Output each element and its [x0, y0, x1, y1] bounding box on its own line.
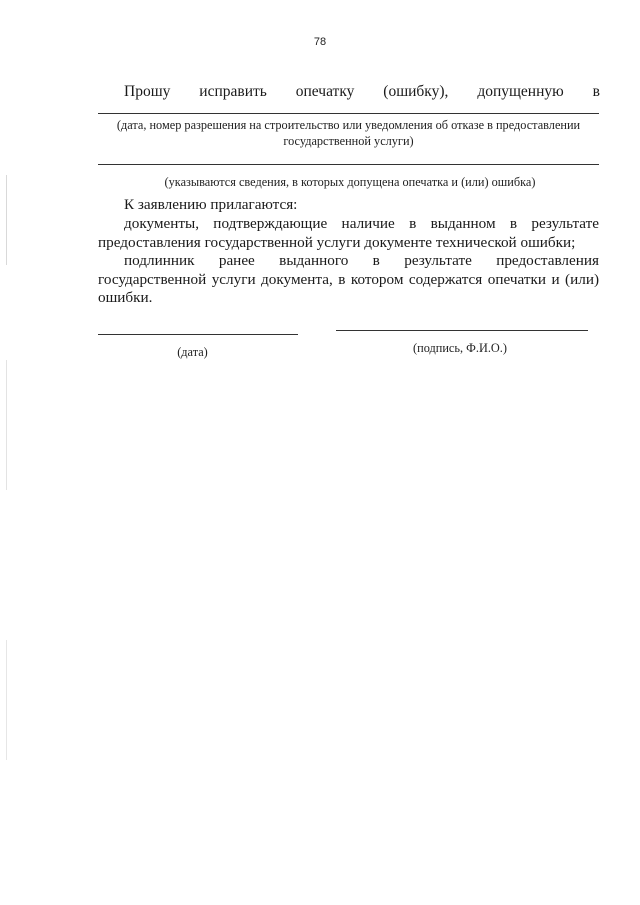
attachment-rest-text: предоставления государственной услуги документе технической ошибки;	[98, 233, 576, 251]
scan-edge-mark	[6, 640, 7, 760]
error-details-caption: (указываются сведения, в которых допущена опечатка и (или) ошибка)	[164, 175, 536, 189]
attachment-rest-text: государственной услуги документа, в котором содержатся опечатки и (или) ошибки.	[98, 270, 599, 307]
request-word: исправить	[199, 83, 267, 100]
permit-info-caption: (дата, номер разрешения на строительство или уведомления об отказе в предоставлении государственной услуги)	[116, 118, 581, 148]
scan-edge-mark	[6, 175, 7, 265]
date-caption: (дата)	[177, 345, 208, 359]
scan-edge-mark	[6, 360, 7, 490]
request-word: в	[592, 83, 600, 100]
attachment-first-line: документы, подтверждающие наличие в выданном в результате	[124, 215, 599, 232]
page-number: 78	[313, 36, 327, 48]
request-word: допущенную	[477, 83, 564, 100]
request-line	[124, 83, 600, 101]
signature-caption: (подпись, Ф.И.О.)	[413, 341, 507, 355]
date-line	[98, 334, 298, 335]
attachment-item	[98, 252, 599, 308]
request-word: опечатку	[295, 83, 355, 100]
attachment-first-line: подлинник ранее выданного в результате предоставления	[124, 252, 599, 269]
request-word: Прошу	[124, 83, 171, 100]
attachments-heading: К заявлению прилагаются:	[124, 196, 298, 213]
request-word: (ошибку),	[383, 83, 449, 100]
signature-line	[336, 330, 588, 331]
attachment-item	[98, 215, 599, 252]
error-details-line	[98, 164, 599, 165]
permit-info-line	[98, 113, 599, 114]
